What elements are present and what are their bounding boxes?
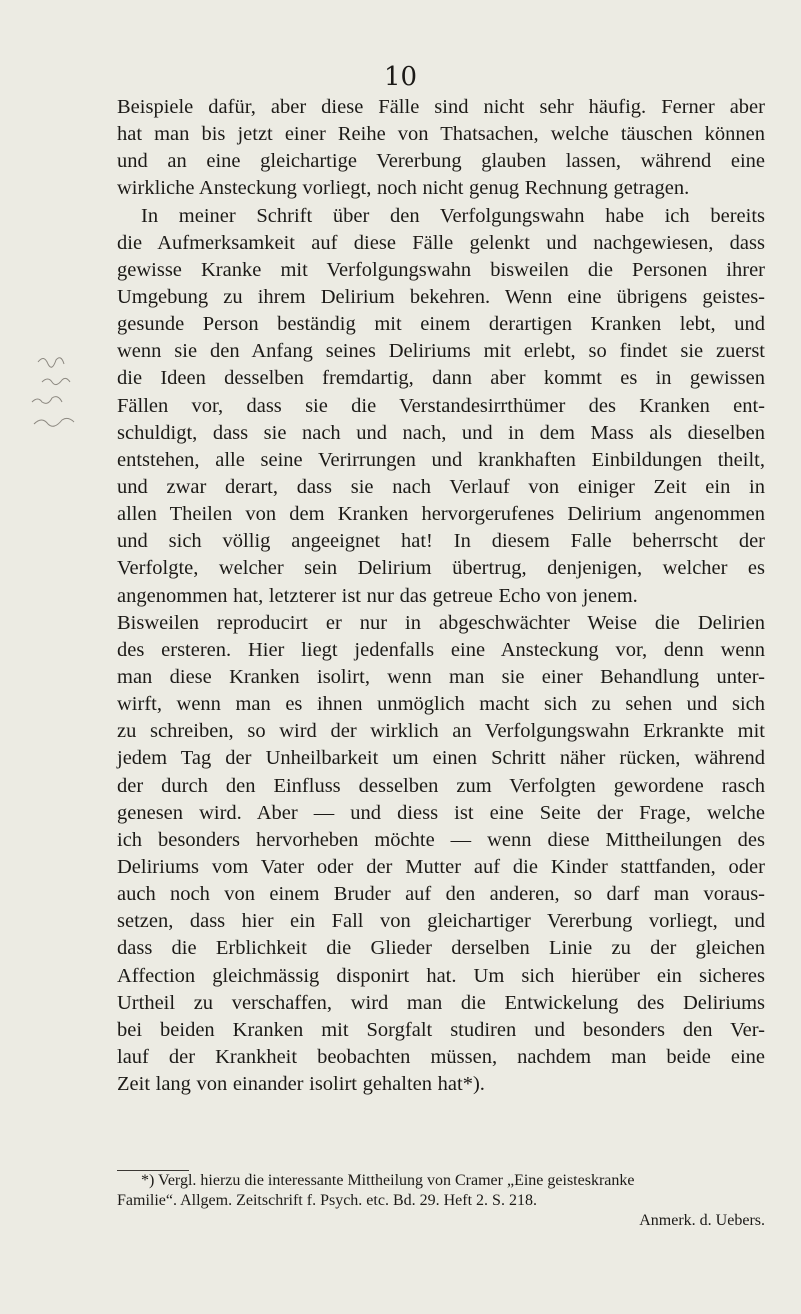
text-line: jedem Tag der Unheilbarkeit um einen Schritt näher rücken, während — [117, 747, 765, 770]
text-line: genesen wird. Aber — und diess ist eine Seite der Frage, welche — [117, 801, 765, 824]
text-line: schuldigt, dass sie nach und nach, und in dem Mass als dieselben — [117, 421, 765, 444]
page-number: 10 — [383, 62, 418, 92]
text-line: auch noch von einem Bruder auf den anderen, so darf man voraus- — [117, 883, 765, 906]
text-line: wirkliche Ansteckung vorliegt, noch nicht genug Rechnung getragen. — [117, 177, 690, 200]
text-line: zu schreiben, so wird der wirklich an Verfolgungswahn Erkrankte mit — [117, 720, 765, 743]
text-line: der durch den Einfluss desselben zum Verfolgten gewordene rasch — [117, 774, 765, 797]
footnote — [117, 1171, 765, 1231]
text-line: lauf der Krankheit beobachten müssen, nachdem man beide eine — [117, 1045, 765, 1068]
text-line: die Aufmerksamkeit auf diese Fälle gelenkt und nachgewiesen, dass — [117, 231, 765, 254]
text-line: In meiner Schrift über den Verfolgungswahn habe ich bereits — [141, 204, 765, 227]
footnote-line: Familie“. Allgem. Zeitschrift f. Psych. etc. Bd. 29. Heft 2. S. 218. — [117, 1192, 537, 1209]
text-line: Beispiele dafür, aber diese Fälle sind nicht sehr häufig. Ferner aber — [117, 96, 765, 118]
text-line: und zwar derart, dass sie nach Verlauf von einiger Zeit ein in — [117, 475, 765, 498]
footnote-attribution: Anmerk. d. Uebers. — [639, 1212, 765, 1229]
text-line: hat man bis jetzt einer Reihe von Thatsachen, welche täuschen können — [117, 123, 765, 146]
text-line: Deliriums vom Vater oder der Mutter auf die Kinder stattfanden, oder — [117, 855, 765, 878]
text-line: bei beiden Kranken mit Sorgfalt studiren und besonders den Ver- — [117, 1018, 765, 1041]
text-line: Bisweilen reproducirt er nur in abgeschwächter Weise die Delirien — [117, 611, 765, 634]
text-line: dass die Erblichkeit die Glieder derselben Linie zu der gleichen — [117, 937, 765, 960]
text-line: Zeit lang von einander isolirt gehalten hat*). — [117, 1073, 485, 1096]
text-line: gewisse Kranke mit Verfolgungswahn bisweilen die Personen ihrer — [117, 258, 765, 281]
footnote-line: *) Vergl. hierzu die interessante Mittheilung von Cramer „Eine geisteskranke — [141, 1172, 635, 1189]
text-line: die Ideen desselben fremdartig, dann aber kommt es in gewissen — [117, 367, 765, 390]
body-text — [117, 94, 765, 1098]
text-line: man diese Kranken isolirt, wenn man sie einer Behandlung unter- — [117, 665, 765, 688]
text-line: Fällen vor, dass sie die Verstandesirrthümer des Kranken ent- — [117, 394, 765, 417]
text-line: des ersteren. Hier liegt jedenfalls eine Ansteckung vor, denn wenn — [117, 638, 765, 661]
text-line: allen Theilen von dem Kranken hervorgerufenes Delirium angenommen — [117, 503, 765, 526]
text-line: und sich völlig angeeignet hat! In diesem Falle beherrscht der — [117, 530, 765, 553]
text-line: ich besonders hervorheben möchte — wenn diese Mittheilungen des — [117, 828, 765, 851]
margin-annotation-icon — [30, 352, 110, 442]
text-line: setzen, dass hier ein Fall von gleichartiger Vererbung vorliegt, und — [117, 910, 765, 933]
text-line: Urtheil zu verschaffen, wird man die Entwickelung des Deliriums — [117, 991, 765, 1014]
text-line: Affection gleichmässig disponirt hat. Um sich hierüber ein sicheres — [117, 964, 765, 987]
text-line: angenommen hat, letzterer ist nur das getreue Echo von jenem. — [117, 584, 638, 607]
text-line: wenn sie den Anfang seines Deliriums mit erlebt, so findet sie zuerst — [117, 340, 765, 363]
text-line: Verfolgte, welcher sein Delirium übertrug, denjenigen, welcher es — [117, 557, 765, 580]
text-line: und an eine gleichartige Vererbung glauben lassen, während eine — [117, 150, 765, 173]
text-line: gesunde Person beständig mit einem derartigen Kranken lebt, und — [117, 313, 765, 336]
text-line: Umgebung zu ihrem Delirium bekehren. Wenn eine übrigens geistes- — [117, 285, 765, 308]
text-line: entstehen, alle seine Verirrungen und krankhaften Einbildungen theilt, — [117, 448, 765, 471]
text-line: wirft, wenn man es ihnen unmöglich macht sich zu sehen und sich — [117, 693, 765, 716]
